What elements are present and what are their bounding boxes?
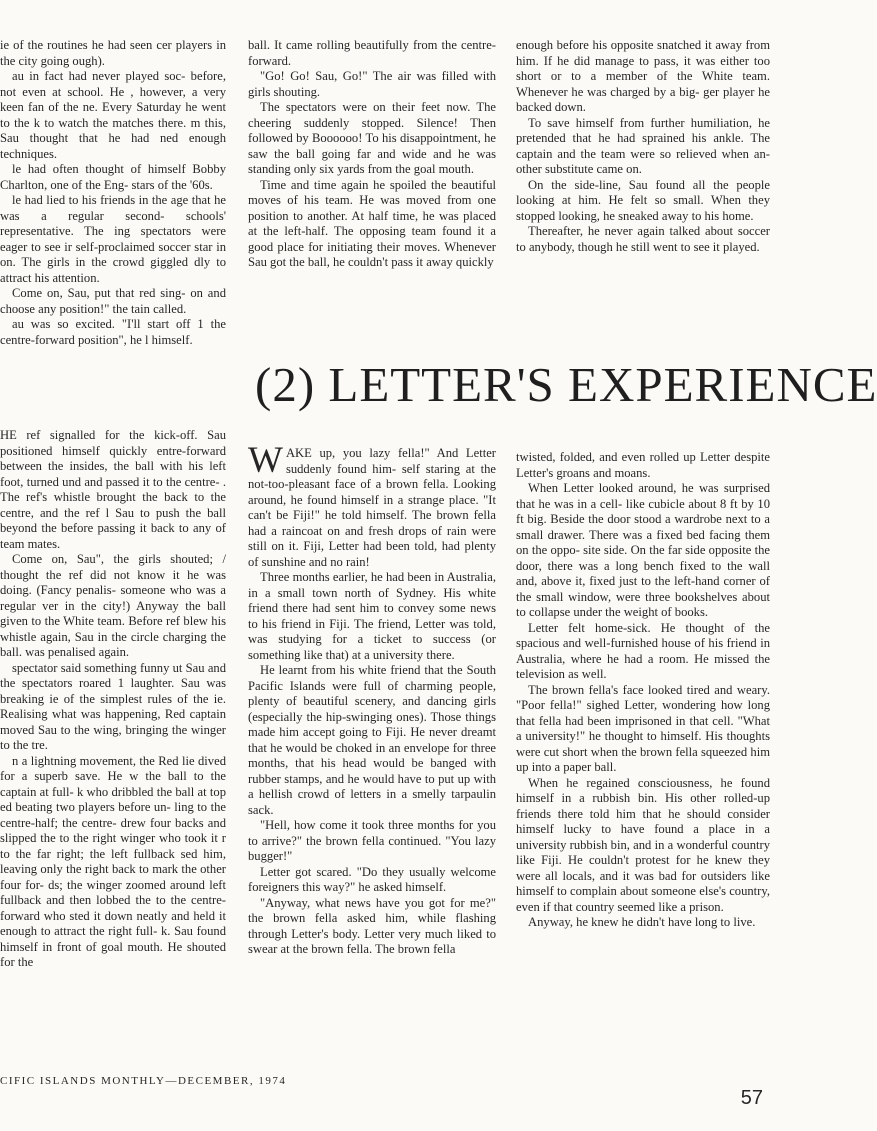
paragraph: The brown fella's face looked tired and weary. "Poor fella!" sighed Letter, wondering how long that fella had been imprisoned in that cell. "What a university!" he thought to himself. His thoughts were cut short when the brown fella squeezed him up into a paper ball. (516, 682, 770, 774)
paragraph: Three months earlier, he had been in Australia, in a small town north of Sydney. His white friend there had sent him to convey some news to his friend in Fiji. The friend, Letter was told, was studying for a ticket to success (or something like that) at a university there. (248, 570, 496, 662)
paragraph: ball. It came rolling beautifully from the centre-forward. (248, 38, 496, 68)
paragraph: "Hell, how come it took three months for you to arrive?" the brown fella continued. "You lazy bugger!" (248, 818, 496, 863)
opening-paragraph (248, 440, 496, 570)
letter-story-column-right (516, 450, 770, 931)
story-headline: (2) LETTER'S EXPERIENCE (255, 357, 877, 412)
paragraph: Come on, Sau", the girls shouted; / thought the ref did not know it he was doing. (Fancy penalis- someone who was a regular ver in the city!) Anyway the ball given to the White team. Before ref blew his whistle again, Sau in the circle charging the ball. was penalised again. (0, 552, 226, 659)
publication-footer: CIFIC ISLANDS MONTHLY—DECEMBER, 1974 (0, 1075, 287, 1087)
paragraph: ie of the routines he had seen cer players in the city going ough). (0, 38, 226, 68)
paragraph: HE ref signalled for the kick-off. Sau positioned himself quickly entre-forward between the insides, the ball with his left foot, turned und and passed it to the centre- . The ref's whistle brought the back to the centre, and the ref l Sau to push the ball beyond the before passing it back to any of team mates. (0, 428, 226, 551)
paragraph: spectator said something funny ut Sau and the spectators roared 1 laughter. Sau was breaking ie of the simplest rules of the ie. Realising what was happening, Red captain moved Sau to the wing, bringing the winger to the tre. (0, 660, 226, 752)
drop-cap: W (248, 440, 283, 481)
paragraph: Letter got scared. "Do they usually welcome foreigners this way?" he asked himself. (248, 864, 496, 894)
paragraph: Anyway, he knew he didn't have long to live. (528, 915, 756, 929)
story-column-right-top (516, 38, 770, 255)
paragraph: twisted, folded, and even rolled up Letter despite Letter's groans and moans. (516, 450, 770, 480)
paragraph: Come on, Sau, put that red sing- on and choose any position!" the tain called. (0, 286, 226, 316)
paragraph: When he regained consciousness, he found himself in a rubbish bin. His other rolled-up friends there told him that he should consider himself lucky to have found a place in a university rubbish bin, and in a wonderful country like Fiji. He couldn't protest for he knew they were all locals, and it was bad for outsiders like himself to complain about someone else's country, even if that country seemed like a prison. (516, 775, 770, 914)
paragraph: le had often thought of himself Bobby Charlton, one of the Eng- stars of the '60s. (0, 162, 226, 192)
paragraph: "Go! Go! Sau, Go!" The air was filled with girls shouting. (248, 69, 496, 99)
story-column-left-top (0, 38, 226, 348)
letter-story-column-middle (248, 440, 496, 958)
story-column-middle-top (248, 38, 496, 271)
paragraph: Thereafter, he never again talked about soccer to anybody, though he still went to see it played. (516, 224, 770, 254)
paragraph: Time and time again he spoiled the beautiful moves of his team. He was moved from one position to another. At half time, he was placed at the left-half. The opposing team found it a good place for initiating their moves. Whenever Sau got the ball, he couldn't pass it away quickly (248, 177, 496, 269)
page-number: 57 (740, 1087, 763, 1109)
paragraph: le had lied to his friends in the age that he was a regular second- schools' representative. The ing spectators were eager to see ir self-proclaimed soccer star in on. The girls in the crowd giggled dly to attract his attention. (0, 193, 226, 285)
paragraph: To save himself from further humiliation, he pretended that he had sprained his ankle. The captain and the team were so relieved when an- other substitute came on. (516, 115, 770, 176)
paragraph: When Letter looked around, he was surprised that he was in a cell- like cubicle about 8 ft by 10 ft big. Beside the door stood a wardrobe next to a small drawer. There was a fixed bed facing them on the oppo- site side. On the far side opposite the door, there was a long bench fixed to the wall and, above it, fixed just to the left-hand corner of the small window, were three bookshelves about to collapse under the weight of books. (516, 481, 770, 619)
paragraph: On the side-line, Sau found all the people looking at him. He felt so small. When they stopped looking, he sneaked away to his home. (516, 177, 770, 223)
paragraph: Letter felt home-sick. He thought of the spacious and well-furnished house of his friend in Australia, where he had a room. He missed the television as well. (516, 620, 770, 681)
paragraph: au was so excited. "I'll start off 1 the centre-forward position", he l himself. (0, 317, 226, 347)
paragraph: au in fact had never played soc- before, not even at school. He , however, a very keen fan of the ne. Every Saturday he went to the k to watch the matches there. m this, Sau thought that he had ned enough techniques. (0, 69, 226, 161)
paragraph: n a lightning movement, the Red lie dived for a superb save. He w the ball to the captain at full- k who dribbled the ball at top ed beating two players before un- ling to the centre-half; the centre- drew four backs and slipped the to the right winger who took it r to the far right; the left fullback sed him, leaving only the right back to mark the other four for- ds; the winger zoomed around left fullback and then lobbed the to the centre-forward who sted it down neatly and held it enough to attract the right full- k. Sau found himself in front of goal mouth. He shouted for the (0, 753, 226, 969)
paragraph: enough before his opposite snatched it away from him. If he did manage to pass, it was either too short or to a member of the White team. Whenever he was charged by a big- ger player he backed down. (516, 38, 770, 114)
paragraph: He learnt from his white friend that the South Pacific Islands were full of charming people, plenty of beautiful scenery, and dancing girls (especially the hip-swinging ones). Those things made him accept going to Fiji. He never dreamt that he would be choked in an envelope for three months, that his head would be banged with rubber stamps, and he would have to put up with a hellish crowd of letters in a smelly tarpaulin sack. (248, 663, 496, 817)
story-column-left-bottom (0, 428, 226, 971)
paragraph-text: AKE up, you lazy fella!" And Letter suddenly found him- self staring at the not-too-pleasant face of a brown fella. Looking around, he found himself in a strange place. "It can't be Fiji!" he told himself. The brown fella had a raincoat on and fresh drops of rain were still on it. Fiji, Letter had been told, had plenty of sunshine and no rain! (248, 446, 496, 569)
paragraph: "Anyway, what news have you got for me?" the brown fella asked him, while flashing through Letter's body. Letter very much liked to swear at the brown fella. The brown fella (248, 895, 496, 956)
paragraph: The spectators were on their feet now. The cheering suddenly stopped. Silence! Then followed by Boooooo! To his disappointment, he saw the ball going far and wide and he was standing only six yards from the goal mouth. (248, 100, 496, 176)
